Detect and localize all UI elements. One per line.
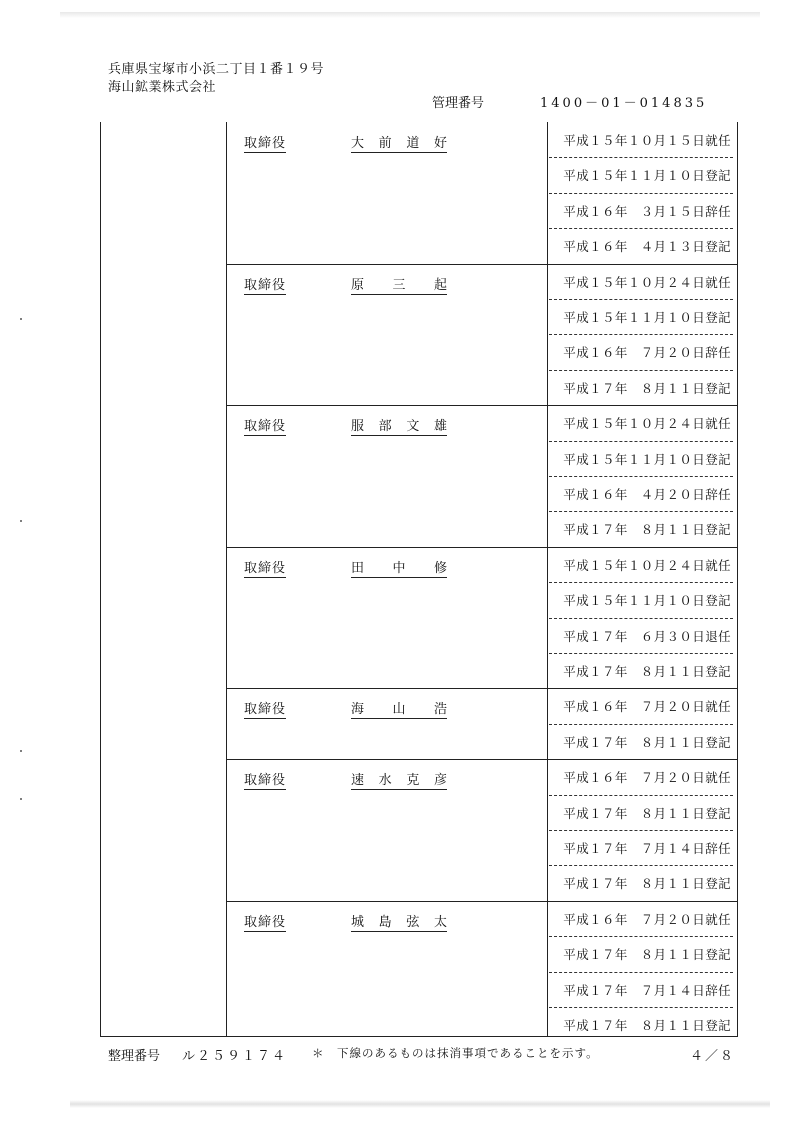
officer-name	[351, 132, 447, 153]
history-entry-text: 平成１７年 ７月１４日辞任	[563, 982, 731, 998]
entry-separator	[549, 618, 733, 619]
entry-separator	[549, 830, 733, 831]
history-entry	[547, 582, 737, 617]
officer-role: 取締役	[244, 769, 286, 790]
entry-separator	[549, 724, 733, 725]
company-name: 海山鉱業株式会社	[108, 80, 217, 95]
history-entry	[547, 228, 737, 263]
officer-block	[226, 759, 737, 901]
history-entry-text: 平成１７年 ８月１１日登記	[563, 805, 731, 821]
entry-separator	[549, 582, 733, 583]
history-entry-text: 平成１５年１０月２４日就任	[563, 557, 731, 573]
officer-name-char: 起	[433, 277, 447, 293]
officer-name-char: 海	[351, 702, 365, 718]
officer-name-char: 中	[392, 560, 406, 576]
history-entry	[547, 865, 737, 900]
margin-mark	[20, 520, 22, 522]
reference-number-label: 整理番号	[108, 1049, 161, 1064]
history-entry	[547, 688, 737, 723]
officer-role: 取締役	[244, 698, 286, 719]
officer-role: 取締役	[244, 557, 286, 578]
history-entry-text: 平成１５年１１月１０日登記	[563, 593, 731, 609]
entry-separator	[549, 476, 733, 477]
history-entry-text: 平成１６年 ４月１３日登記	[563, 239, 731, 255]
history-entry	[547, 370, 737, 405]
history-entry	[547, 405, 737, 440]
officer-name-char: 速	[351, 773, 365, 789]
company-address: 兵庫県宝塚市小浜二丁目１番１９号	[108, 62, 325, 77]
entry-separator	[549, 865, 733, 866]
history-entry-text: 平成１６年 ７月２０日就任	[563, 699, 731, 715]
scan-edge-bottom	[70, 1100, 770, 1108]
history-entry-text: 平成１６年 ７月２０日就任	[563, 770, 731, 786]
officer-name-char: 部	[378, 419, 392, 435]
officer-name-char: 太	[433, 914, 447, 930]
officer-role: 取締役	[244, 132, 286, 153]
entry-separator	[549, 370, 733, 371]
margin-mark	[20, 318, 22, 320]
history-entry-text: 平成１５年１０月２４日就任	[563, 416, 731, 432]
officer-name	[351, 557, 447, 578]
officer-name-char: 服	[351, 419, 365, 435]
officer-name-char: 三	[392, 277, 406, 293]
entry-separator	[549, 1007, 733, 1008]
history-entry	[547, 511, 737, 546]
officer-block	[226, 405, 737, 547]
history-entry	[547, 299, 737, 334]
officer-name-char: 田	[351, 560, 365, 576]
history-entry-text: 平成１７年 ８月１１日登記	[563, 734, 731, 750]
history-entry-text: 平成１５年１１月１０日登記	[563, 309, 731, 325]
entry-separator	[549, 972, 733, 973]
officer-role: 取締役	[244, 415, 286, 436]
officer-name-char: 前	[378, 136, 392, 151]
history-entry-text: 平成１５年１０月２４日就任	[563, 274, 731, 290]
entry-separator	[549, 936, 733, 937]
history-entry-text: 平成１６年 ７月２０日就任	[563, 911, 731, 927]
history-entry	[547, 122, 737, 157]
history-entry-text: 平成１５年１１月１０日登記	[563, 168, 731, 184]
history-entry-text: 平成１６年 ７月２０日辞任	[563, 345, 731, 361]
officer-role: 取締役	[244, 911, 286, 932]
page-number: ４／８	[690, 1049, 736, 1064]
officer-name	[351, 769, 447, 790]
history-entry	[547, 972, 737, 1007]
history-entry	[547, 264, 737, 299]
history-entry	[547, 1007, 737, 1042]
history-entry-text: 平成１７年 ８月１１日登記	[563, 663, 731, 679]
management-number: 1400－01－014835	[540, 96, 708, 111]
history-entry-text: 平成１７年 ８月１１日登記	[563, 380, 731, 396]
entry-separator	[549, 795, 733, 796]
entry-separator	[549, 653, 733, 654]
history-entry-text: 平成１６年 ３月１５日辞任	[563, 203, 731, 219]
scan-edge-top	[60, 12, 760, 18]
history-entry	[547, 441, 737, 476]
history-entry-text: 平成１７年 ６月３０日退任	[563, 628, 731, 644]
history-entry-text: 平成１５年１０月１５日就任	[563, 133, 731, 148]
history-entry	[547, 334, 737, 369]
officer-name	[351, 415, 447, 436]
history-entry-text: 平成１７年 ８月１１日登記	[563, 522, 731, 538]
officer-name	[351, 274, 447, 295]
officer-name-char: 城	[351, 914, 365, 930]
history-entry-text: 平成１７年 ８月１１日登記	[563, 947, 731, 963]
history-entry	[547, 830, 737, 865]
officer-block	[226, 688, 737, 759]
entry-separator	[549, 441, 733, 442]
officer-name-char: 大	[351, 136, 365, 151]
history-entry-text: 平成１７年 ８月１１日登記	[563, 876, 731, 892]
strikethrough-note: ＊ 下線のあるものは抹消事項であることを示す。	[312, 1046, 599, 1060]
history-entry	[547, 653, 737, 688]
history-entry-text: 平成１７年 ７月１４日辞任	[563, 840, 731, 856]
history-entry	[547, 193, 737, 228]
officer-name-char: 道	[406, 136, 420, 151]
margin-mark	[20, 750, 22, 752]
history-entry-text: 平成１７年 ８月１１日登記	[563, 1017, 731, 1033]
register-table	[100, 122, 738, 1037]
officer-name-char: 克	[406, 773, 420, 789]
history-entry	[547, 936, 737, 971]
history-entry	[547, 724, 737, 759]
entry-separator	[549, 157, 733, 158]
entry-separator	[549, 228, 733, 229]
history-entry-text: 平成１５年１１月１０日登記	[563, 451, 731, 467]
officer-name-char: 水	[378, 773, 392, 789]
officer-block	[226, 901, 737, 1043]
reference-number: ル２５９１７４	[182, 1049, 288, 1064]
history-entry	[547, 618, 737, 653]
officer-name	[351, 911, 447, 932]
officer-role: 取締役	[244, 274, 286, 295]
history-entry	[547, 901, 737, 936]
history-entry	[547, 759, 737, 794]
officer-name-char: 好	[433, 136, 447, 151]
history-entry	[547, 795, 737, 830]
management-number-label: 管理番号	[432, 96, 485, 111]
history-entry	[547, 547, 737, 582]
history-entry	[547, 476, 737, 511]
officer-name-char: 島	[378, 914, 392, 930]
officer-name-char: 文	[406, 419, 420, 435]
officer-name-char: 修	[433, 560, 447, 576]
officer-name-char: 弦	[406, 914, 420, 930]
entry-separator	[549, 193, 733, 194]
history-entry-text: 平成１６年 ４月２０日辞任	[563, 486, 731, 502]
entry-separator	[549, 299, 733, 300]
officer-name-char: 彦	[433, 773, 447, 789]
history-entry	[547, 157, 737, 192]
officer-name-char: 原	[351, 277, 365, 293]
officer-block	[226, 122, 737, 264]
entry-separator	[549, 511, 733, 512]
officer-name	[351, 698, 447, 719]
officer-name-char: 山	[392, 702, 406, 718]
officer-name-char: 雄	[433, 419, 447, 435]
officer-block	[226, 264, 737, 406]
officer-name-char: 浩	[433, 702, 447, 718]
officer-block	[226, 547, 737, 689]
entry-separator	[549, 334, 733, 335]
margin-mark	[20, 798, 22, 800]
